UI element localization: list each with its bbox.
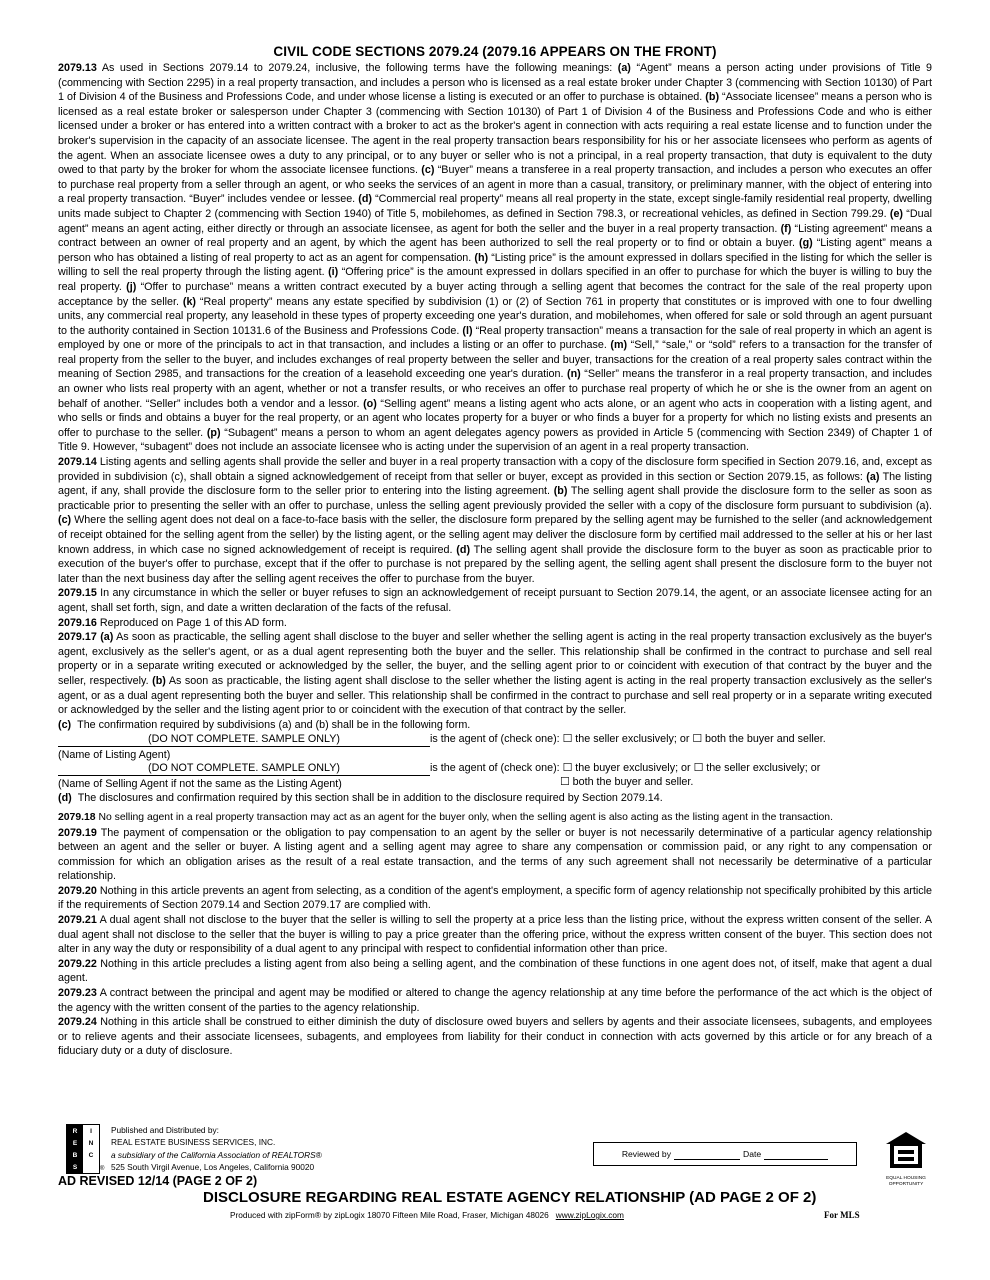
section-label: 2079.21 (58, 914, 97, 927)
section-label: (g) (798, 237, 813, 250)
section-text: Reproduced on Page 1 of this AD form. (96, 616, 287, 629)
reviewed-by-label: Reviewed by (621, 1149, 672, 1159)
form-footer (58, 1124, 932, 1264)
subdivision-c-label: (c) (58, 718, 72, 731)
subdivision-d-text: The disclosures and confirmation required by this section shall be in addition to the disclosure required by Section 2079.14. (77, 792, 663, 805)
publisher-info (111, 1124, 322, 1173)
section-text: No selling agent in a real property transaction may act as an agent for the buyer only, when the selling agent is also acting as the listing agent in the transaction. (95, 811, 833, 823)
section-label: 2079.17 (58, 631, 97, 644)
section-2079-17 (58, 630, 932, 718)
equal-housing-caption: EQUAL HOUSING OPPORTUNITY (886, 1176, 926, 1187)
section-label: (d) (358, 193, 372, 206)
logo-letter: B (67, 1149, 83, 1161)
section-text: As soon as practicable, the selling agent shall disclose to the buyer and seller whether the selling agent is acting in the real property transaction exclusively as the buyer's agent, exclusively as the seller's agent, or as a dual agent representing both the buyer and the seller. This relationship shall be confirmed in the contract to purchase and sell real property or in a separate writing executed or acknowledged by the seller, the buyer, and the selling agent prior to or coincident with execution of that contract by the buyer and the seller, respectively. (58, 631, 932, 687)
section-2079-15 (58, 586, 932, 615)
section-text: “Buyer” means a transferee in a real property transaction, and includes a person who executes an offer to purchase real property from a seller through an agent, or who seeks the services of an agent in more than a casual, transitory, or preliminary manner, with the object of entering into a real property transaction. “Buyer” includes vendee or lessee. (58, 164, 933, 206)
section-text: Where the selling agent does not deal on a face-to-face basis with the seller, the disclosure form prepared by the selling agent may be furnished to the seller (and acknowledgement of receipt obtained for the selling agent from the seller) by the listing agent, or the selling agent may deliver the disclosure form by certified mail addressed to the seller at his or her last known address, in which case no signed acknowledgement of receipt is required. (58, 514, 932, 556)
logo-letter: E (67, 1137, 83, 1149)
logo-letter: R (67, 1125, 83, 1137)
section-2079-24 (58, 1015, 932, 1059)
section-text: “Offer to purchase” means a written contract executed by a buyer acting through a selling agent that becomes the contract for the sale of the real property upon acceptance by the seller. (58, 280, 932, 308)
ad-revised: AD REVISED 12/14 (PAGE 2 OF 2) (58, 1174, 258, 1188)
section-text: “Listing agent” means a person who has obtained a listing of real property to act as an agent for compensation. (58, 237, 932, 264)
section-text: Nothing in this article shall be construed to either diminish the duty of disclosure owed buyers and sellers by agents and their associate licensees, subagents, and employees or to relieve agents and their associate licensees, subagents, and employees from liability for their conduct in connection with acts governed by this article or for any breach of a fiduciary duty or a duty of disclosure. (58, 1016, 932, 1058)
selling-agent-check-text-2: ☐ both the buyer and seller. (560, 776, 694, 789)
section-label: 2079.19 (58, 826, 97, 839)
section-text: “Real property transaction” means a transaction for the sale of real property in which an agent is employed by one or more of the principals to act in that transaction, and includes a listing or an offer to purchase. (58, 324, 932, 352)
section-text: The payment of compensation or the obligation to pay compensation to an agent by the seller or buyer is not necessarily determinative of a particular agency relationship between an agent and the seller or buyer. A listing agent and a selling agent may agree to share any compensation or commission paid, or any right to any compensation or commission for which an obligation arises as the result of a real estate transaction, and the terms of any such agreement shall not necessarily be determinative of a particular relationship. (58, 826, 932, 883)
section-text: A contract between the principal and agent may be modified or altered to change the agency relationship at any time before the performance of the act which is the object of the agency with the written consent of the parties to the agency relationship. (58, 987, 932, 1014)
date-label: Date (743, 1149, 762, 1159)
section-label: (o) (363, 397, 377, 410)
section-label: (d) (456, 543, 471, 556)
section-label: (k) (182, 295, 197, 308)
section-2079-22 (58, 957, 932, 986)
section-2079-21 (58, 913, 932, 957)
logo-letter: C (88, 1151, 94, 1159)
section-label: 2079.24 (58, 1016, 97, 1029)
listing-agent-name-line[interactable]: (DO NOT COMPLETE. SAMPLE ONLY) (58, 733, 430, 747)
section-text: “Subagent” means a person to whom an agent delegates agency powers as provided in Article 5 (commencing with Section 2349) of Chapter 1 of Title 9. However, “subagent” does not include an associate licensee who is acting under the supervision of an agent in a real property transaction. (58, 426, 933, 454)
document-body (58, 61, 932, 1059)
section-2079-23 (58, 986, 932, 1015)
logo-letter-blank (83, 1161, 99, 1173)
section-text: Nothing in this article prevents an agent from selecting, as a condition of the agent's employment, a specific form of agency relationship not specifically prohibited by this article if the requirements of Section 2079.14 and Section 2079.17 are complied with. (58, 884, 932, 912)
section-text: “Selling agent” means a listing agent who acts alone, or an agent who acts in cooperation with a listing agent, and who sells or finds and obtains a buyer for the real property, or an agent who locates property for a buyer or who finds a buyer for a property for which no listing exists and presents an offer to purchase to the seller. (58, 397, 932, 439)
section-label: 2079.20 (58, 884, 97, 897)
subdivision-d (58, 791, 932, 806)
section-text: As soon as practicable, the listing agent shall disclose to the seller whether the listing agent is acting in the real property transaction exclusively as the seller's agent, or as a dual agent representing both the buyer and seller. This relationship shall be confirmed in the contract to purchase and sell real property or in a separate writing executed or acknowledged by the seller and the listing agent prior to or coincident with the execution of that contract by the seller. (58, 674, 932, 717)
section-label: 2079.18 (58, 811, 96, 823)
review-box (593, 1142, 857, 1166)
registered-mark: ® (100, 1166, 105, 1172)
section-label: (b) (553, 485, 568, 498)
section-text: Listing agents and selling agents shall provide the seller and buyer in a real property transaction with a copy of the disclosure form specified in Section 2079.16, and, except as provided in subdivision (c), shall obtain a signed acknowledgement of receipt from that seller or buyer, except as provided in this section or Section 2079.15, as follows: (58, 456, 932, 483)
section-text: “Dual agent” means an agent acting, either directly or through an associate licensee, as agent for both the seller and the buyer in a real property transaction. (58, 207, 932, 235)
section-2079-20 (58, 884, 932, 913)
section-text: “Listing agreement” means a contract between an owner of real property and an agent, by which the agent has been authorized to sell the real property or to find or obtain a buyer. (58, 222, 932, 250)
section-text: “Seller” means the transferor in a real property transaction, and includes an owner who lists real property with an agent, whether or not a transfer results, or who receives an offer to purchase real property of which he or she is the owner from an agent on behalf of another. “Seller” includes both a vendor and a lessor. (58, 368, 932, 410)
ziplogix-link[interactable]: www.zipLogix.com (555, 1210, 624, 1220)
section-label: 2079.22 (58, 957, 97, 970)
section-text: “Sell,” “sale,” or “sold” refers to a transaction for the transfer of real property from the seller to the buyer, and includes exchanges of real property between the seller and buyer, transactions for the creation of a real property sales contract within the meaning of Section 2985, and transactions for the creation of a leasehold exceeding one year's duration. (58, 339, 933, 381)
subdivision-c (58, 718, 932, 733)
selling-agent-caption: (Name of Selling Agent if not the same as the Listing Agent) (58, 778, 342, 791)
section-text: “Listing price” is the amount expressed in dollars specified in the listing for which the seller is willing to sell the real property through the listing agent. (58, 251, 932, 279)
section-text: “Real property” means any estate specified by subdivision (1) or (2) of Section 761 in property that constitutes or is improved with one to four dwelling units, any commercial real property, any leasehold in these types of property exceeding one year's duration, and mobilehomes, when offered for sale or sold through an agent pursuant to the authority contained in Section 10131.6 of the Business and Professions Code. (58, 295, 932, 337)
logo-letter: S (67, 1161, 83, 1173)
section-text: The selling agent shall provide the disclosure form to the buyer as soon as practicable prior to execution of the buyer's offer to purchase, except that if the offer to purchase is not prepared by the selling agent, the selling agent shall present the disclosure form to the buyer not later than the next business day after the selling agent receives the offer to purchase from the buyer. (58, 543, 932, 585)
section-2079-16 (58, 616, 932, 631)
subdivision-d-label: (d) (58, 792, 72, 805)
confirmation-form (58, 733, 932, 791)
section-label: (a) (866, 470, 880, 483)
section-label: 2079.16 (58, 616, 97, 629)
publisher-company: REAL ESTATE BUSINESS SERVICES, INC. (111, 1137, 276, 1148)
section-label: 2079.14 (58, 456, 97, 469)
section-text: A dual agent shall not disclose to the buyer that the seller is willing to sell the property at a price less than the listing price, without the express written consent of the seller. A dual agent shall not disclose to the seller that the buyer is willing to pay a price greater than the offering price, without the express written consent of the buyer. This section does not alter in any way the duty or responsibility of a dual agent to any principal with respect to confidential information other than price. (58, 914, 932, 956)
section-2079-14 (58, 455, 932, 586)
section-label: (i) (328, 266, 339, 279)
reinc-logo (66, 1124, 100, 1174)
section-text: “Offering price” is the amount expressed in dollars specified in an offer to purchase for which the buyer is willing to buy the real property. (58, 266, 932, 293)
selling-agent-check-text: is the agent of (check one): ☐ the buyer exclusively; or ☐ the seller exclusively; or (430, 762, 821, 775)
section-label: (j) (126, 280, 137, 293)
logo-letter: N (88, 1139, 94, 1147)
section-text: As used in Sections 2079.14 to 2079.24, inclusive, the following terms have the following meanings: (96, 62, 618, 74)
section-text: In any circumstance in which the seller or buyer refuses to sign an acknowledgement of receipt pursuant to Section 2079.14, the agent, or an associate licensee acting for an agent, shall set forth, sign, and date a written declaration of the facts of the refusal. (58, 587, 932, 614)
section-label: (m) (610, 339, 628, 352)
produced-with-text: Produced with zipForm® by zipLogix 18070 Fifteen Mile Road, Fraser, Michigan 48026 (230, 1210, 549, 1220)
selling-agent-name-line[interactable]: (DO NOT COMPLETE. SAMPLE ONLY) (58, 762, 430, 776)
equal-housing-icon (884, 1130, 928, 1170)
section-label: (e) (889, 207, 904, 220)
listing-agent-check-text: is the agent of (check one): ☐ the seller exclusively; or ☐ both the buyer and seller. (430, 733, 826, 746)
section-label: (l) (462, 324, 473, 337)
section-label: (h) (474, 251, 489, 264)
subdivision-c-text: The confirmation required by subdivisions (a) and (b) shall be in the following form. (77, 718, 471, 731)
section-label: (c) (421, 164, 435, 177)
section-2079-13 (58, 61, 932, 455)
section-label: (n) (567, 368, 581, 381)
section-label: (a) (100, 631, 114, 644)
document-page (58, 44, 932, 1059)
equal-housing-logo (881, 1130, 931, 1187)
section-label: 2079.15 (58, 587, 97, 600)
section-label: (c) (58, 514, 72, 527)
section-text: The selling agent shall provide the disclosure form to the seller as soon as practicable prior to presenting the seller with an offer to purchase, unless the selling agent previously provided the seller with a copy of the disclosure form pursuant to subdivision (a). (58, 485, 933, 512)
section-label: 2079.13 (58, 62, 97, 74)
section-label: (b) (705, 91, 720, 104)
section-label: (p) (206, 426, 221, 439)
reviewed-by-field[interactable] (674, 1149, 740, 1160)
for-mls: For MLS (824, 1210, 860, 1220)
section-2079-19 (58, 826, 932, 884)
section-label: (f) (780, 222, 792, 235)
section-text: “Agent” means a person acting under provisions of Title 9 (commencing with Section 2295) in a real property transaction, and includes a person who is licensed as a real estate broker under Chapter 3 (commencing with Section 10130) of Part 1 of Division 4 of the Business and Professions Code, and under whose license a listing is executed or an offer to purchase is obtained. (58, 62, 932, 104)
section-label: 2079.23 (58, 987, 97, 1000)
section-text: The listing agent, if any, shall provide the disclosure form to the seller prior to entering into the listing agreement. (58, 470, 932, 498)
review-date-field[interactable] (764, 1149, 828, 1160)
form-title: DISCLOSURE REGARDING REAL ESTATE AGENCY RELATIONSHIP (AD PAGE 2 OF 2) (203, 1189, 817, 1206)
section-label: (b) (152, 674, 166, 687)
section-text: Nothing in this article precludes a listing agent from also being a selling agent, and the combination of these functions in one agent does not, of itself, make that agent a dual agent. (58, 957, 932, 985)
section-text: “Commercial real property” means all real property in the state, except single-family residential real property, dwelling units made subject to Chapter 2 (commencing with Section 1940) of Title 5, mobilehomes, as defined in Section 798.3, or recreational vehicles, as defined in Section 799.29. (58, 193, 932, 220)
section-2079-18 (58, 811, 932, 826)
publisher-subsidiary: a subsidiary of the California Association of REALTORS® (111, 1149, 322, 1160)
listing-agent-caption: (Name of Listing Agent) (58, 749, 171, 762)
published-by: Published and Distributed by: (111, 1125, 219, 1135)
section-label: (a) (617, 62, 631, 74)
page-title: CIVIL CODE SECTIONS 2079.24 (2079.16 APPEARS ON THE FRONT) (273, 44, 717, 59)
produced-with (230, 1210, 624, 1220)
section-text: “Associate licensee” means a person who is licensed as a real estate broker or salesperson under Chapter 3 (commencing with Section 10130) of Part 1 of Division 4 of the Business and Professions Code and who is either licensed under a broker or has entered into a written contract with a broker to act as the broker's agent in connection with acts requiring a real estate license and to function under the broker's supervision in the capacity of an associate licensee. The agent in the real property transaction bears responsibility for his or her associate licensees who perform as agents of the agent. When an associate licensee owes a duty to any principal, or to any buyer or seller who is not a principal, in a real property transaction, that duty is equivalent to the duty owed to that party by the broker for whom the associate licensee functions. (58, 91, 932, 177)
publisher-address: 525 South Virgil Avenue, Los Angeles, California 90020 (111, 1161, 315, 1172)
logo-letter: I (90, 1127, 92, 1135)
